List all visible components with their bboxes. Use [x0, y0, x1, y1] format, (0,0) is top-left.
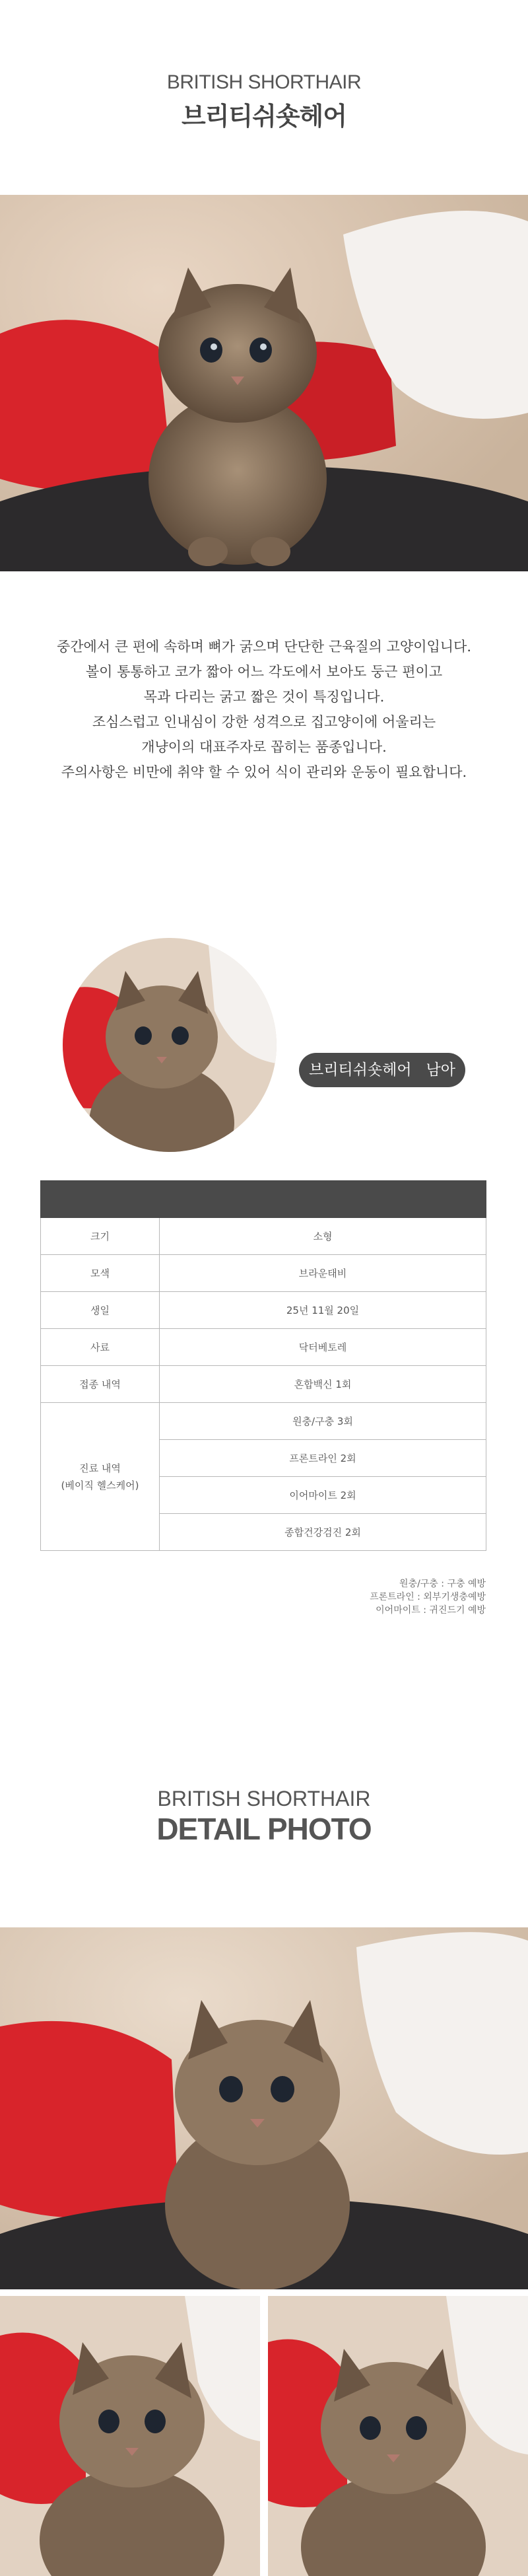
description-line: 중간에서 큰 편에 속하며 뼈가 굵으며 단단한 근육질의 고양이입니다. [56, 639, 472, 655]
detail-eyebrow: BRITISH SHORTHAIR [157, 1787, 371, 1810]
name-badge [299, 1053, 465, 1087]
row-label: 모색 [41, 1255, 160, 1292]
detail-title: DETAIL PHOTO [156, 1812, 372, 1846]
note-line: 원충/구충 : 구충 예방 [399, 1579, 486, 1589]
row-value: 브라운태비 [160, 1255, 486, 1292]
table-row [41, 1255, 486, 1292]
table-header-cell [41, 1181, 160, 1218]
detail-photo-left [0, 2296, 260, 2576]
table-row [41, 1218, 486, 1255]
profile-kitten-image [63, 938, 277, 1152]
hero-kitten-photo [0, 195, 528, 571]
row-label: 크기 [41, 1218, 160, 1255]
detail-kitten-image [268, 2296, 528, 2576]
treatment-label: 진료 내역 [79, 1462, 121, 1474]
profile-photo [63, 938, 277, 1152]
row-label: 생일 [41, 1292, 160, 1329]
description-line: 볼이 통통하고 코가 짧아 어느 각도에서 보아도 둥근 편이고 [85, 664, 443, 680]
detail-kitten-image [0, 1927, 528, 2289]
pet-info-table [40, 1180, 486, 1551]
row-value: 소형 [160, 1218, 486, 1255]
treatment-sublabel: (베이직 헬스케어) [61, 1479, 139, 1491]
table-header-row [41, 1181, 486, 1218]
pet-gender: 남아 [426, 1061, 455, 1079]
description-line: 조심스럽고 인내심이 강한 성격으로 집고양이에 어울리는 [92, 714, 436, 730]
table-header-cell [160, 1181, 486, 1218]
row-value: 혼합백신 1회 [160, 1366, 486, 1403]
treatment-item: 종합건강검진 2회 [160, 1514, 486, 1551]
treatment-notes [370, 1577, 486, 1617]
table-row [41, 1329, 486, 1366]
note-line: 이어마이트 : 귀진드기 예방 [376, 1605, 486, 1616]
row-value: 닥터베토레 [160, 1329, 486, 1366]
row-label: 사료 [41, 1329, 160, 1366]
description-line: 주의사항은 비만에 취약 할 수 있어 식이 관리와 운동이 필요합니다. [61, 764, 467, 780]
table-row [41, 1292, 486, 1329]
description-line: 개냥이의 대표주자로 꼽히는 품종입니다. [141, 739, 387, 755]
description-line: 목과 다리는 굵고 짧은 것이 특징입니다. [143, 689, 385, 705]
detail-photo-main [0, 1927, 528, 2289]
pet-name: 브리티쉬숏헤어 [309, 1061, 412, 1079]
table-row [41, 1403, 486, 1440]
detail-kitten-image [0, 2296, 260, 2576]
page-title: 브리티쉬숏헤어 [182, 102, 346, 131]
row-value: 25년 11월 20일 [160, 1292, 486, 1329]
treatment-item: 원충/구충 3회 [160, 1403, 486, 1440]
kitten-photo-image [0, 195, 528, 571]
treatment-label-cell [41, 1403, 160, 1551]
table-row [41, 1366, 486, 1403]
row-label: 접종 내역 [41, 1366, 160, 1403]
treatment-item: 프론트라인 2회 [160, 1440, 486, 1477]
breed-description [0, 634, 528, 785]
treatment-item: 이어마이트 2회 [160, 1477, 486, 1514]
note-line: 프론트라인 : 외부기생충예방 [370, 1592, 486, 1602]
breed-eyebrow: BRITISH SHORTHAIR [166, 71, 362, 93]
page-header [0, 0, 528, 195]
detail-photo-right [268, 2296, 528, 2576]
